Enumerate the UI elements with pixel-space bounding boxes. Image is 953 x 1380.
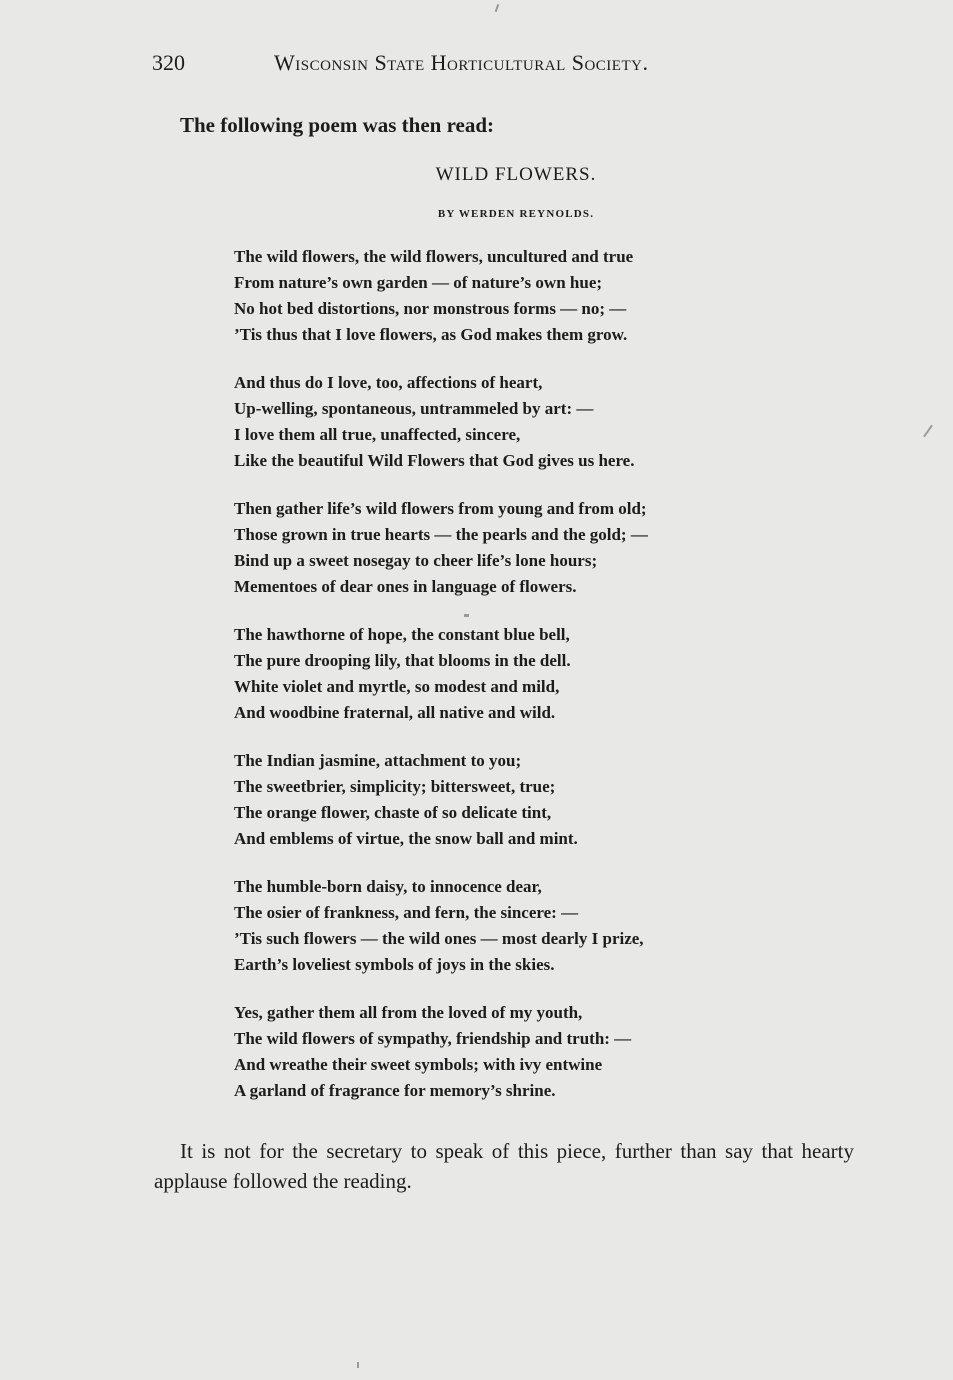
poem-line: And woodbine fraternal, all native and wild. xyxy=(234,703,556,722)
poem-line: The orange flower, chaste of so delicate tint, xyxy=(234,803,552,822)
poem-line: The hawthorne of hope, the constant blue bell, xyxy=(234,625,570,644)
poem-line: From nature’s own garden — of nature’s own hue; xyxy=(234,273,603,292)
print-speck xyxy=(923,425,933,438)
poem-line: The wild flowers, the wild flowers, uncultured and true xyxy=(234,247,634,266)
poem-line: The sweetbrier, simplicity; bittersweet, true; xyxy=(234,777,556,796)
poem-line: And thus do I love, too, affections of heart, xyxy=(234,373,543,392)
journal-title: Wisconsin State Horticultural Society. xyxy=(274,50,649,75)
poem-line: Earth’s loveliest symbols of joys in the skies. xyxy=(234,955,555,974)
poem-line: ’Tis such flowers — the wild ones — most dearly I prize, xyxy=(234,929,644,948)
poem-line: Up-welling, spontaneous, untrammeled by art: — xyxy=(234,399,594,418)
poem-line: The wild flowers of sympathy, friendship and truth: — xyxy=(234,1029,632,1048)
poem-title: WILD FLOWERS. xyxy=(435,164,597,185)
poem-line: Like the beautiful Wild Flowers that God gives us here. xyxy=(234,451,635,470)
closing-text: It is not for the secretary to speak of this piece, further than say that hearty applause followed the reading. xyxy=(154,1139,854,1193)
poem-line: And emblems of virtue, the snow ball and mint. xyxy=(234,829,578,848)
poem-line: A garland of fragrance for memory’s shrine. xyxy=(234,1081,556,1100)
stanza xyxy=(234,1000,814,1104)
intro-text: The following poem was then read: xyxy=(180,113,495,137)
stanza xyxy=(234,496,814,600)
poem-line: Bind up a sweet nosegay to cheer life’s lone hours; xyxy=(234,551,598,570)
poem-line: The osier of frankness, and fern, the sincere: — xyxy=(234,903,579,922)
stanza xyxy=(234,748,814,852)
poem-line: Yes, gather them all from the loved of my youth, xyxy=(234,1003,583,1022)
poem-line: No hot bed distortions, nor monstrous forms — no; — xyxy=(234,299,627,318)
stanza xyxy=(234,244,814,348)
poem-body xyxy=(234,244,814,1126)
poem-line: The humble-born daisy, to innocence dear, xyxy=(234,877,542,896)
poem-line: And wreathe their sweet symbols; with ivy entwine xyxy=(234,1055,603,1074)
stanza xyxy=(234,874,814,978)
poem-line: The Indian jasmine, attachment to you; xyxy=(234,751,522,770)
stanza xyxy=(234,622,814,726)
stanza xyxy=(234,370,814,474)
poem-line: The pure drooping lily, that blooms in the dell. xyxy=(234,651,571,670)
poem-line: White violet and myrtle, so modest and mild, xyxy=(234,677,560,696)
poem-line: I love them all true, unaffected, sincere, xyxy=(234,425,521,444)
poem-line: Then gather life’s wild flowers from young and from old; xyxy=(234,499,647,518)
poem-line: Mementoes of dear ones in language of flowers. xyxy=(234,577,577,596)
print-speck xyxy=(464,614,469,617)
poem-byline: BY WERDEN REYNOLDS. xyxy=(437,208,595,220)
closing-paragraph xyxy=(154,1136,854,1196)
page-number: 320 xyxy=(152,50,185,75)
print-speck xyxy=(495,4,500,12)
running-head xyxy=(152,50,792,80)
poem-line: Those grown in true hearts — the pearls and the gold; — xyxy=(234,525,648,544)
poem-line: ’Tis thus that I love flowers, as God makes them grow. xyxy=(234,325,628,344)
print-speck xyxy=(357,1362,359,1368)
